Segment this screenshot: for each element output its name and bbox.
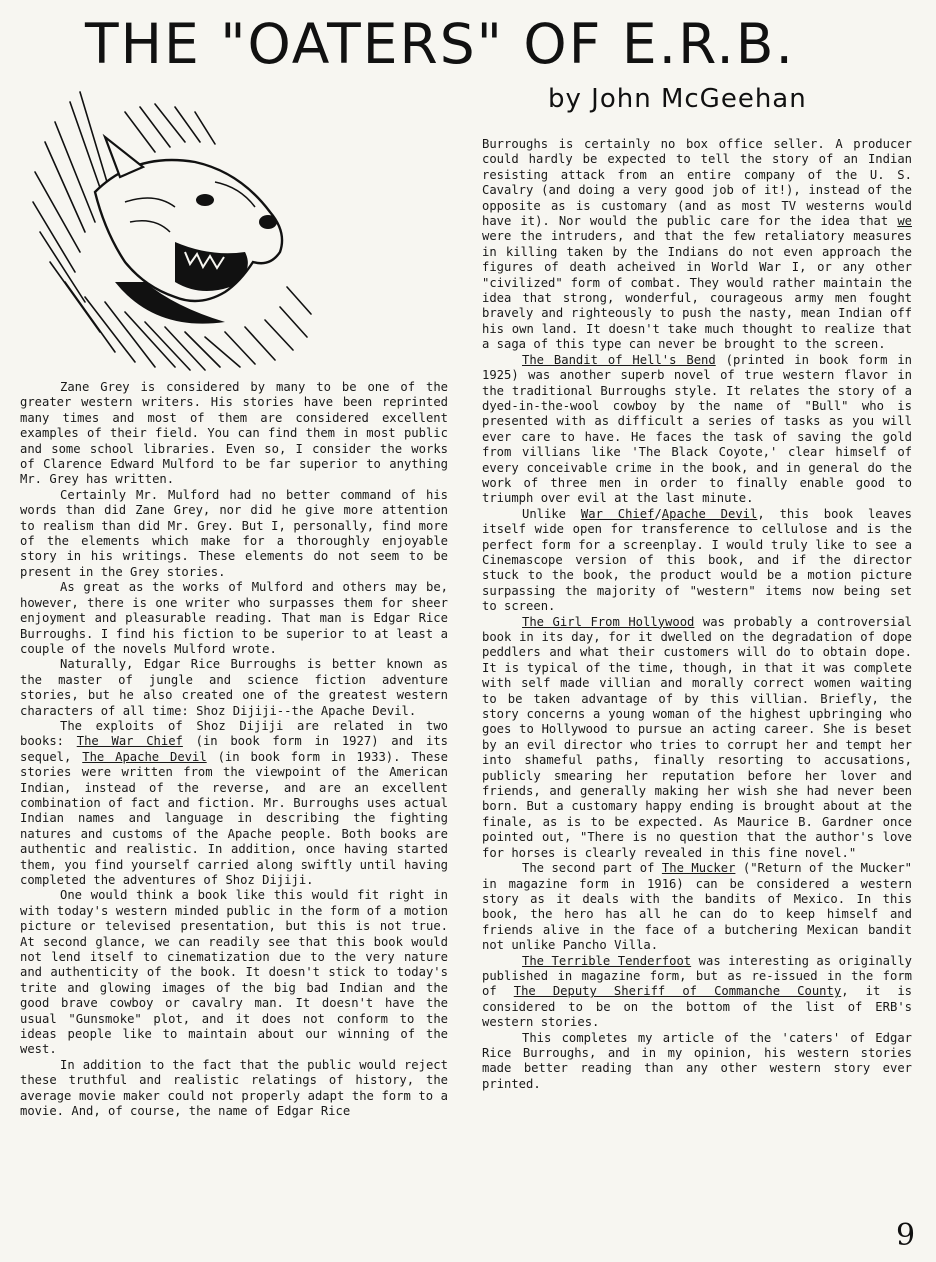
paragraph: The second part of The Mucker ("Return of the Mucker" in magazine form in 1916) can be considered a western story as it deals with the bandits of Mexico. In this book, the hero has all he can do to keep himself and friends alive in the face of a butchering Mexican bandit not unlike Pancho Villa. <box>482 861 912 953</box>
paragraph: The Bandit of Hell's Bend (printed in book form in 1925) was another superb novel of true western flavor in the traditional Burroughs style. It relates the story of a dyed-in-the-wool cowboy by the name of "Bull" who is presented with as difficult a series of tasks as you will ever care to have. He faces the task of saving the gold from villians like 'The Black Coyote,' clear himself of every conceivable crime in the book, and in general do the work of three men in order to finally enable good to triumph over evil at the last minute. <box>482 352 913 506</box>
book-title: Apache Devil <box>661 506 758 521</box>
paragraph: The Terrible Tenderfoot was interesting as originally published in magazine form, but as re-issued in the form of The Deputy Sheriff of Commanche County, it is considered to be on the bottom of the list of ERB's western stories. <box>482 953 913 1030</box>
page-number: 9 <box>896 1218 916 1253</box>
paragraph: Naturally, Edgar Rice Burroughs is better known as the master of jungle and science fiction adventure stories, but he also created one of the greatest western characters of all time: Shoz Dijiji--the Apache Devil. <box>20 657 448 718</box>
book-title: The Girl From Hollywood <box>522 614 695 629</box>
paragraph: Unlike War Chief/Apache Devil, this book leaves itself wide open for transference to cellulose and is the perfect form for a screenplay. I would truly like to see a Cinemascope version of this book, and if the director stuck to the book, the product would be a motion picture surpassing the majority of "western" items now being set to screen. <box>482 506 912 614</box>
article-title: THE "OATERS" OF E.R.B. <box>85 12 796 76</box>
book-title: The War Chief <box>76 734 183 749</box>
book-title: The Apache Devil <box>82 749 207 764</box>
paragraph: Certainly Mr. Mulford had no better command of his words than did Zane Grey, nor did he give more attention to realism than did Mr. Grey. But I, personally, find more of the elements which make for a thoroughly enjoyable story in his writings. These elements do not seem to be present in the Grey stories. <box>20 487 448 579</box>
book-title: The Mucker <box>661 861 736 876</box>
wolf-head-illustration <box>25 82 315 372</box>
paragraph: As great as the works of Mulford and others may be, however, there is one writer who surpasses them for sheer enjoyment and pleasurable reading. That man is Edgar Rice Burroughs. I find his fiction to be superior to at least a couple of the novels Mulford wrote. <box>20 580 448 656</box>
right-column <box>482 137 912 1092</box>
paragraph: One would think a book like this would fit right in with today's western minded public in the form of a motion picture or televised presentation, but this is not true. At second glance, we can readily see that this book would not lend itself to cinematization due to the very nature and authenticity of the book. It doesn't stick to today's trite and glowing images of the big bad Indian and the good brave cowboy or cavalry man. It doesn't have the usual "Gunsmoke" plot, and it does not conform to the ideas people like to maintain about our winning of the west. <box>20 888 448 1057</box>
paragraph: In addition to the fact that the public would reject these truthful and realistic relatings of history, the average movie maker could not properly adapt the form to a movie. And, of course, the name of Edgar Rice <box>20 1057 448 1119</box>
book-title: The Terrible Tenderfoot <box>522 953 692 968</box>
book-title: The Deputy Sheriff of Commanche County <box>513 984 842 999</box>
paragraph: Zane Grey is considered by many to be one of the greater western writers. His stories have been reprinted many times and most of them are considered excellent examples of their field. You can find them in most public and some school libraries. Even so, I consider the works of Clarence Edward Mulford to be far superior to anything Mr. Grey has written. <box>20 380 448 487</box>
paragraph: Burroughs is certainly no box office seller. A producer could hardly be expected to tell the story of an Indian resisting attack from an entire company of the U. S. Cavalry (and doing a very good job of it!), instead of the opposite as is customary (and as most TV westerns would have it). Nor would the public care for the idea that we were the intruders, and that the few retaliatory measures in killing taken by the Indians do not even approach the figures of death acheived in World War I, or any other "civilized" form of combat. They would rather maintain the idea that strong, wonderful, courageous army men fought bravely and righteously to push the nasty, mean Indian off his own land. It doesn't take much thought to realize that a saga of this type can never be brought to the screen. <box>482 137 912 352</box>
byline: by John McGeehan <box>548 84 807 114</box>
paragraph: The exploits of Shoz Dijiji are related in two books: The War Chief (in book form in 1927) and its sequel, The Apache Devil (in book form in 1933). These stories were written from the viewpoint of the American Indian, instead of the reverse, and are an excellent combination of fact and fiction. Mr. Burroughs uses actual Indian names and language in describing the fighting natures and customs of the Apache people. Both books are authentic and realistic. In addition, once having started them, you find yourself carried along swiftly until having completed the adventures of Shoz Dijiji. <box>20 718 449 887</box>
book-title: War Chief <box>580 506 655 521</box>
left-column <box>20 380 448 1120</box>
paragraph: The Girl From Hollywood was probably a controversial book in its day, for it dwelled on the degradation of dope peddlers and what their customers will do to obtain dope. It is typical of the time, though, in that it was complete with self made villian and morally correct women waiting to be taken advantage of by this villian. Briefly, the story concerns a young woman of the highest upbringing who goes to Hollywood to pursue an acting career. She is beset by an evil director who tries to corrupt her and tempt her into shameful paths, finally resorting to accusations, publicly smearing her reputation before her lover and friends, and generally making her wish she had never been born. But a customary happy ending is brought about at the finale, as is to be expected. As Maurice B. Gardner once pointed out, "There is no question that the author's love for horses is clearly revealed in this fine novel." <box>482 614 912 860</box>
paragraph: This completes my article of the 'caters' of Edgar Rice Burroughs, and in my opinion, his western stories made better reading than any other western story ever printed. <box>482 1030 912 1091</box>
book-title: The Bandit of Hell's Bend <box>522 352 716 367</box>
